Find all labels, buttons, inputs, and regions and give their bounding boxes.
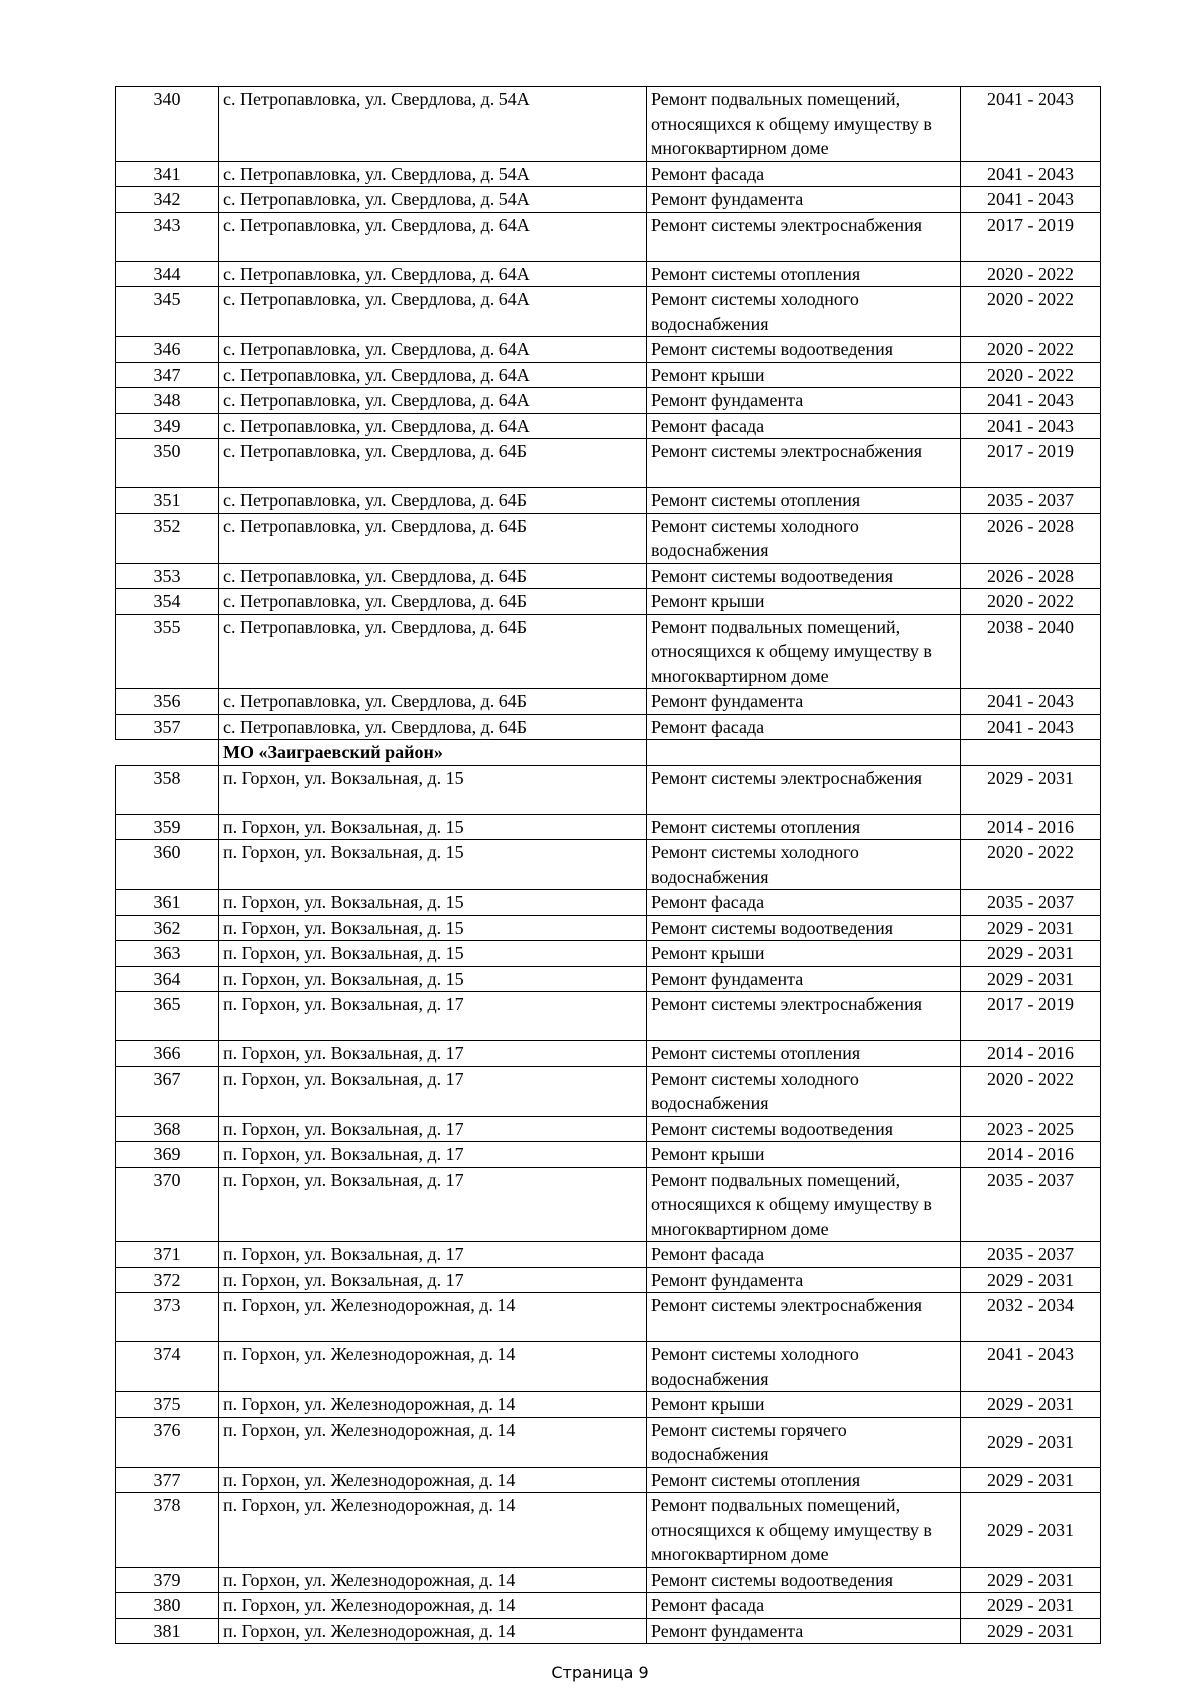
table-row (116, 1467, 1101, 1493)
row-number-cell: 344 (116, 261, 219, 287)
row-number-cell: 377 (116, 1467, 219, 1493)
table-row (116, 488, 1101, 514)
address-cell: п. Горхон, ул. Вокзальная, д. 15 (219, 890, 647, 916)
row-number-cell: 356 (116, 689, 219, 715)
table-row (116, 337, 1101, 363)
row-number-cell: 353 (116, 563, 219, 589)
work-type-cell: Ремонт фасада (647, 413, 961, 439)
work-type-cell: Ремонт фундамента (647, 388, 961, 414)
period-cell: 2041 - 2043 (961, 187, 1101, 213)
period-cell: 2017 - 2019 (961, 992, 1101, 1041)
section-title: МО «Заиграевский район» (219, 740, 647, 766)
row-number-cell: 358 (116, 765, 219, 814)
address-cell: п. Горхон, ул. Вокзальная, д. 17 (219, 1167, 647, 1242)
period-cell: 2035 - 2037 (961, 1167, 1101, 1242)
table-row (116, 261, 1101, 287)
row-number-cell: 345 (116, 287, 219, 337)
work-type-cell: Ремонт фасада (647, 714, 961, 740)
address-cell: п. Горхон, ул. Вокзальная, д. 17 (219, 1267, 647, 1293)
work-type-cell: Ремонт системы холодного водоснабжения (647, 513, 961, 563)
work-type-cell: Ремонт крыши (647, 941, 961, 967)
row-number-cell: 373 (116, 1293, 219, 1342)
address-cell: п. Горхон, ул. Железнодорожная, д. 14 (219, 1593, 647, 1619)
row-number-cell: 367 (116, 1066, 219, 1116)
period-cell: 2020 - 2022 (961, 261, 1101, 287)
work-type-cell: Ремонт фасада (647, 1593, 961, 1619)
address-cell: с. Петропавловка, ул. Свердлова, д. 54А (219, 87, 647, 162)
table-row (116, 513, 1101, 563)
address-cell: п. Горхон, ул. Вокзальная, д. 17 (219, 992, 647, 1041)
address-cell: с. Петропавловка, ул. Свердлова, д. 64А (219, 413, 647, 439)
row-number-cell: 360 (116, 840, 219, 890)
work-type-cell: Ремонт системы водоотведения (647, 1116, 961, 1142)
work-type-cell: Ремонт фундамента (647, 187, 961, 213)
row-number-cell: 376 (116, 1417, 219, 1467)
period-cell: 2020 - 2022 (961, 362, 1101, 388)
row-number-cell: 351 (116, 488, 219, 514)
period-cell: 2029 - 2031 (961, 765, 1101, 814)
row-number-cell: 374 (116, 1342, 219, 1392)
work-type-cell: Ремонт системы водоотведения (647, 337, 961, 363)
period-cell: 2029 - 2031 (961, 966, 1101, 992)
work-type-cell: Ремонт подвальных помещений, относящихся к общему имуществу в многоквартирном доме (647, 614, 961, 689)
period-cell: 2017 - 2019 (961, 212, 1101, 261)
address-cell: с. Петропавловка, ул. Свердлова, д. 64А (219, 337, 647, 363)
address-cell: п. Горхон, ул. Вокзальная, д. 17 (219, 1242, 647, 1268)
row-number-cell: 341 (116, 161, 219, 187)
period-cell: 2035 - 2037 (961, 1242, 1101, 1268)
period-cell: 2029 - 2031 (961, 1417, 1101, 1467)
row-number-cell: 349 (116, 413, 219, 439)
work-type-cell: Ремонт фундамента (647, 1267, 961, 1293)
table-row (116, 915, 1101, 941)
address-cell: с. Петропавловка, ул. Свердлова, д. 54А (219, 187, 647, 213)
address-cell: п. Горхон, ул. Вокзальная, д. 17 (219, 1116, 647, 1142)
row-number-cell: 381 (116, 1618, 219, 1644)
work-type-cell: Ремонт системы отопления (647, 814, 961, 840)
address-cell: п. Горхон, ул. Вокзальная, д. 15 (219, 765, 647, 814)
work-type-cell: Ремонт фундамента (647, 689, 961, 715)
address-cell: с. Петропавловка, ул. Свердлова, д. 64Б (219, 513, 647, 563)
row-number-cell: 368 (116, 1116, 219, 1142)
address-cell: с. Петропавловка, ул. Свердлова, д. 64А (219, 212, 647, 261)
address-cell: с. Петропавловка, ул. Свердлова, д. 64Б (219, 439, 647, 488)
table-row (116, 992, 1101, 1041)
table-row (116, 1593, 1101, 1619)
work-type-cell: Ремонт системы холодного водоснабжения (647, 1066, 961, 1116)
work-type-cell: Ремонт фундамента (647, 966, 961, 992)
row-number-cell: 352 (116, 513, 219, 563)
address-cell: п. Горхон, ул. Железнодорожная, д. 14 (219, 1618, 647, 1644)
work-type-cell: Ремонт системы водоотведения (647, 1567, 961, 1593)
page-number: Страница 9 (551, 1663, 649, 1682)
table-row (116, 689, 1101, 715)
work-type-cell: Ремонт фундамента (647, 1618, 961, 1644)
row-number-cell: 350 (116, 439, 219, 488)
table-row (116, 1066, 1101, 1116)
address-cell: п. Горхон, ул. Железнодорожная, д. 14 (219, 1293, 647, 1342)
work-type-cell: Ремонт фасада (647, 1242, 961, 1268)
table-row (116, 1342, 1101, 1392)
table-row (116, 814, 1101, 840)
period-cell: 2029 - 2031 (961, 1567, 1101, 1593)
table-row (116, 1167, 1101, 1242)
work-type-cell: Ремонт подвальных помещений, относящихся к общему имуществу в многоквартирном доме (647, 1167, 961, 1242)
period-cell: 2023 - 2025 (961, 1116, 1101, 1142)
table-row (116, 1116, 1101, 1142)
table-row (116, 87, 1101, 162)
address-cell: п. Горхон, ул. Железнодорожная, д. 14 (219, 1467, 647, 1493)
address-cell: п. Горхон, ул. Железнодорожная, д. 14 (219, 1342, 647, 1392)
table-row (116, 413, 1101, 439)
address-cell: с. Петропавловка, ул. Свердлова, д. 64Б (219, 714, 647, 740)
work-type-cell: Ремонт системы водоотведения (647, 915, 961, 941)
address-cell: с. Петропавловка, ул. Свердлова, д. 64А (219, 287, 647, 337)
period-cell: 2014 - 2016 (961, 1041, 1101, 1067)
table-row (116, 563, 1101, 589)
row-number-cell: 372 (116, 1267, 219, 1293)
address-cell: с. Петропавловка, ул. Свердлова, д. 64А (219, 388, 647, 414)
table-row (116, 1142, 1101, 1168)
period-cell: 2029 - 2031 (961, 1392, 1101, 1418)
row-number-cell: 340 (116, 87, 219, 162)
table-row (116, 1041, 1101, 1067)
address-cell: п. Горхон, ул. Вокзальная, д. 17 (219, 1142, 647, 1168)
table-row (116, 1618, 1101, 1644)
row-number-cell: 369 (116, 1142, 219, 1168)
work-type-cell: Ремонт системы электроснабжения (647, 439, 961, 488)
row-number-cell: 361 (116, 890, 219, 916)
row-number-cell: 364 (116, 966, 219, 992)
row-number-cell: 371 (116, 1242, 219, 1268)
work-type-cell: Ремонт системы горячего водоснабжения (647, 1417, 961, 1467)
row-number-cell: 355 (116, 614, 219, 689)
address-cell: п. Горхон, ул. Железнодорожная, д. 14 (219, 1392, 647, 1418)
address-cell: с. Петропавловка, ул. Свердлова, д. 64А (219, 261, 647, 287)
period-cell: 2032 - 2034 (961, 1293, 1101, 1342)
row-number-cell: 378 (116, 1493, 219, 1568)
row-number-cell: 357 (116, 714, 219, 740)
row-number-cell: 346 (116, 337, 219, 363)
period-cell: 2020 - 2022 (961, 1066, 1101, 1116)
period-cell: 2041 - 2043 (961, 714, 1101, 740)
work-type-cell: Ремонт системы холодного водоснабжения (647, 840, 961, 890)
period-cell: 2035 - 2037 (961, 488, 1101, 514)
row-number-cell: 362 (116, 915, 219, 941)
period-cell: 2020 - 2022 (961, 589, 1101, 615)
period-cell: 2014 - 2016 (961, 814, 1101, 840)
address-cell: п. Горхон, ул. Вокзальная, д. 17 (219, 1041, 647, 1067)
work-type-cell: Ремонт крыши (647, 589, 961, 615)
address-cell: с. Петропавловка, ул. Свердлова, д. 64Б (219, 488, 647, 514)
address-cell: с. Петропавловка, ул. Свердлова, д. 54А (219, 161, 647, 187)
row-number-cell: 365 (116, 992, 219, 1041)
period-cell: 2029 - 2031 (961, 1267, 1101, 1293)
address-cell: п. Горхон, ул. Вокзальная, д. 15 (219, 966, 647, 992)
work-type-cell: Ремонт системы отопления (647, 1041, 961, 1067)
period-cell: 2026 - 2028 (961, 513, 1101, 563)
period-cell: 2020 - 2022 (961, 287, 1101, 337)
section-header-row (116, 740, 1101, 766)
work-type-cell: Ремонт системы электроснабжения (647, 1293, 961, 1342)
table-row (116, 1417, 1101, 1467)
address-cell: с. Петропавловка, ул. Свердлова, д. 64Б (219, 589, 647, 615)
table-row (116, 1242, 1101, 1268)
period-cell: 2026 - 2028 (961, 563, 1101, 589)
section-blank-cell (647, 740, 961, 766)
work-type-cell: Ремонт подвальных помещений, относящихся к общему имуществу в многоквартирном доме (647, 1493, 961, 1568)
table-row (116, 187, 1101, 213)
period-cell: 2041 - 2043 (961, 388, 1101, 414)
table-row (116, 287, 1101, 337)
table-body (116, 87, 1101, 1644)
period-cell: 2029 - 2031 (961, 1593, 1101, 1619)
row-number-cell: 380 (116, 1593, 219, 1619)
table-row (116, 1493, 1101, 1568)
table-row (116, 614, 1101, 689)
period-cell: 2029 - 2031 (961, 915, 1101, 941)
row-number-cell: 379 (116, 1567, 219, 1593)
table-row (116, 714, 1101, 740)
address-cell: с. Петропавловка, ул. Свердлова, д. 64Б (219, 614, 647, 689)
row-number-cell: 348 (116, 388, 219, 414)
period-cell: 2020 - 2022 (961, 337, 1101, 363)
work-type-cell: Ремонт системы электроснабжения (647, 212, 961, 261)
period-cell: 2041 - 2043 (961, 689, 1101, 715)
period-cell: 2041 - 2043 (961, 161, 1101, 187)
address-cell: п. Горхон, ул. Железнодорожная, д. 14 (219, 1417, 647, 1467)
work-type-cell: Ремонт системы отопления (647, 1467, 961, 1493)
address-cell: п. Горхон, ул. Вокзальная, д. 15 (219, 814, 647, 840)
work-type-cell: Ремонт крыши (647, 1392, 961, 1418)
work-type-cell: Ремонт системы отопления (647, 488, 961, 514)
row-number-cell: 343 (116, 212, 219, 261)
period-cell: 2017 - 2019 (961, 439, 1101, 488)
section-blank-cell (116, 740, 219, 766)
table-row (116, 589, 1101, 615)
address-cell: п. Горхон, ул. Железнодорожная, д. 14 (219, 1567, 647, 1593)
address-cell: с. Петропавловка, ул. Свердлова, д. 64Б (219, 689, 647, 715)
row-number-cell: 370 (116, 1167, 219, 1242)
table-row (116, 362, 1101, 388)
address-cell: с. Петропавловка, ул. Свердлова, д. 64Б (219, 563, 647, 589)
period-cell: 2029 - 2031 (961, 1493, 1101, 1568)
row-number-cell: 359 (116, 814, 219, 840)
work-type-cell: Ремонт системы отопления (647, 261, 961, 287)
table-row (116, 1267, 1101, 1293)
work-type-cell: Ремонт фасада (647, 161, 961, 187)
row-number-cell: 375 (116, 1392, 219, 1418)
period-cell: 2029 - 2031 (961, 941, 1101, 967)
table-row (116, 1293, 1101, 1342)
work-type-cell: Ремонт системы водоотведения (647, 563, 961, 589)
table-row (116, 840, 1101, 890)
work-type-cell: Ремонт крыши (647, 362, 961, 388)
period-cell: 2035 - 2037 (961, 890, 1101, 916)
period-cell: 2041 - 2043 (961, 87, 1101, 162)
table-row (116, 765, 1101, 814)
table-row (116, 890, 1101, 916)
period-cell: 2041 - 2043 (961, 413, 1101, 439)
row-number-cell: 342 (116, 187, 219, 213)
period-cell: 2014 - 2016 (961, 1142, 1101, 1168)
work-type-cell: Ремонт системы электроснабжения (647, 992, 961, 1041)
table-row (116, 1392, 1101, 1418)
period-cell: 2029 - 2031 (961, 1467, 1101, 1493)
address-cell: с. Петропавловка, ул. Свердлова, д. 64А (219, 362, 647, 388)
row-number-cell: 366 (116, 1041, 219, 1067)
work-type-cell: Ремонт крыши (647, 1142, 961, 1168)
period-cell: 2029 - 2031 (961, 1618, 1101, 1644)
work-type-cell: Ремонт фасада (647, 890, 961, 916)
period-cell: 2038 - 2040 (961, 614, 1101, 689)
period-cell: 2041 - 2043 (961, 1342, 1101, 1392)
address-cell: п. Горхон, ул. Вокзальная, д. 15 (219, 840, 647, 890)
address-cell: п. Горхон, ул. Железнодорожная, д. 14 (219, 1493, 647, 1568)
table-row (116, 161, 1101, 187)
work-type-cell: Ремонт подвальных помещений, относящихся к общему имуществу в многоквартирном доме (647, 87, 961, 162)
table-row (116, 941, 1101, 967)
row-number-cell: 363 (116, 941, 219, 967)
table-row (116, 439, 1101, 488)
table-row (116, 1567, 1101, 1593)
period-cell: 2020 - 2022 (961, 840, 1101, 890)
work-type-cell: Ремонт системы холодного водоснабжения (647, 287, 961, 337)
row-number-cell: 354 (116, 589, 219, 615)
section-blank-cell (961, 740, 1101, 766)
table-row (116, 966, 1101, 992)
address-cell: п. Горхон, ул. Вокзальная, д. 15 (219, 915, 647, 941)
row-number-cell: 347 (116, 362, 219, 388)
work-type-cell: Ремонт системы холодного водоснабжения (647, 1342, 961, 1392)
address-cell: п. Горхон, ул. Вокзальная, д. 15 (219, 941, 647, 967)
work-type-cell: Ремонт системы электроснабжения (647, 765, 961, 814)
address-cell: п. Горхон, ул. Вокзальная, д. 17 (219, 1066, 647, 1116)
repair-schedule-table (115, 86, 1101, 1644)
table-row (116, 212, 1101, 261)
table-row (116, 388, 1101, 414)
